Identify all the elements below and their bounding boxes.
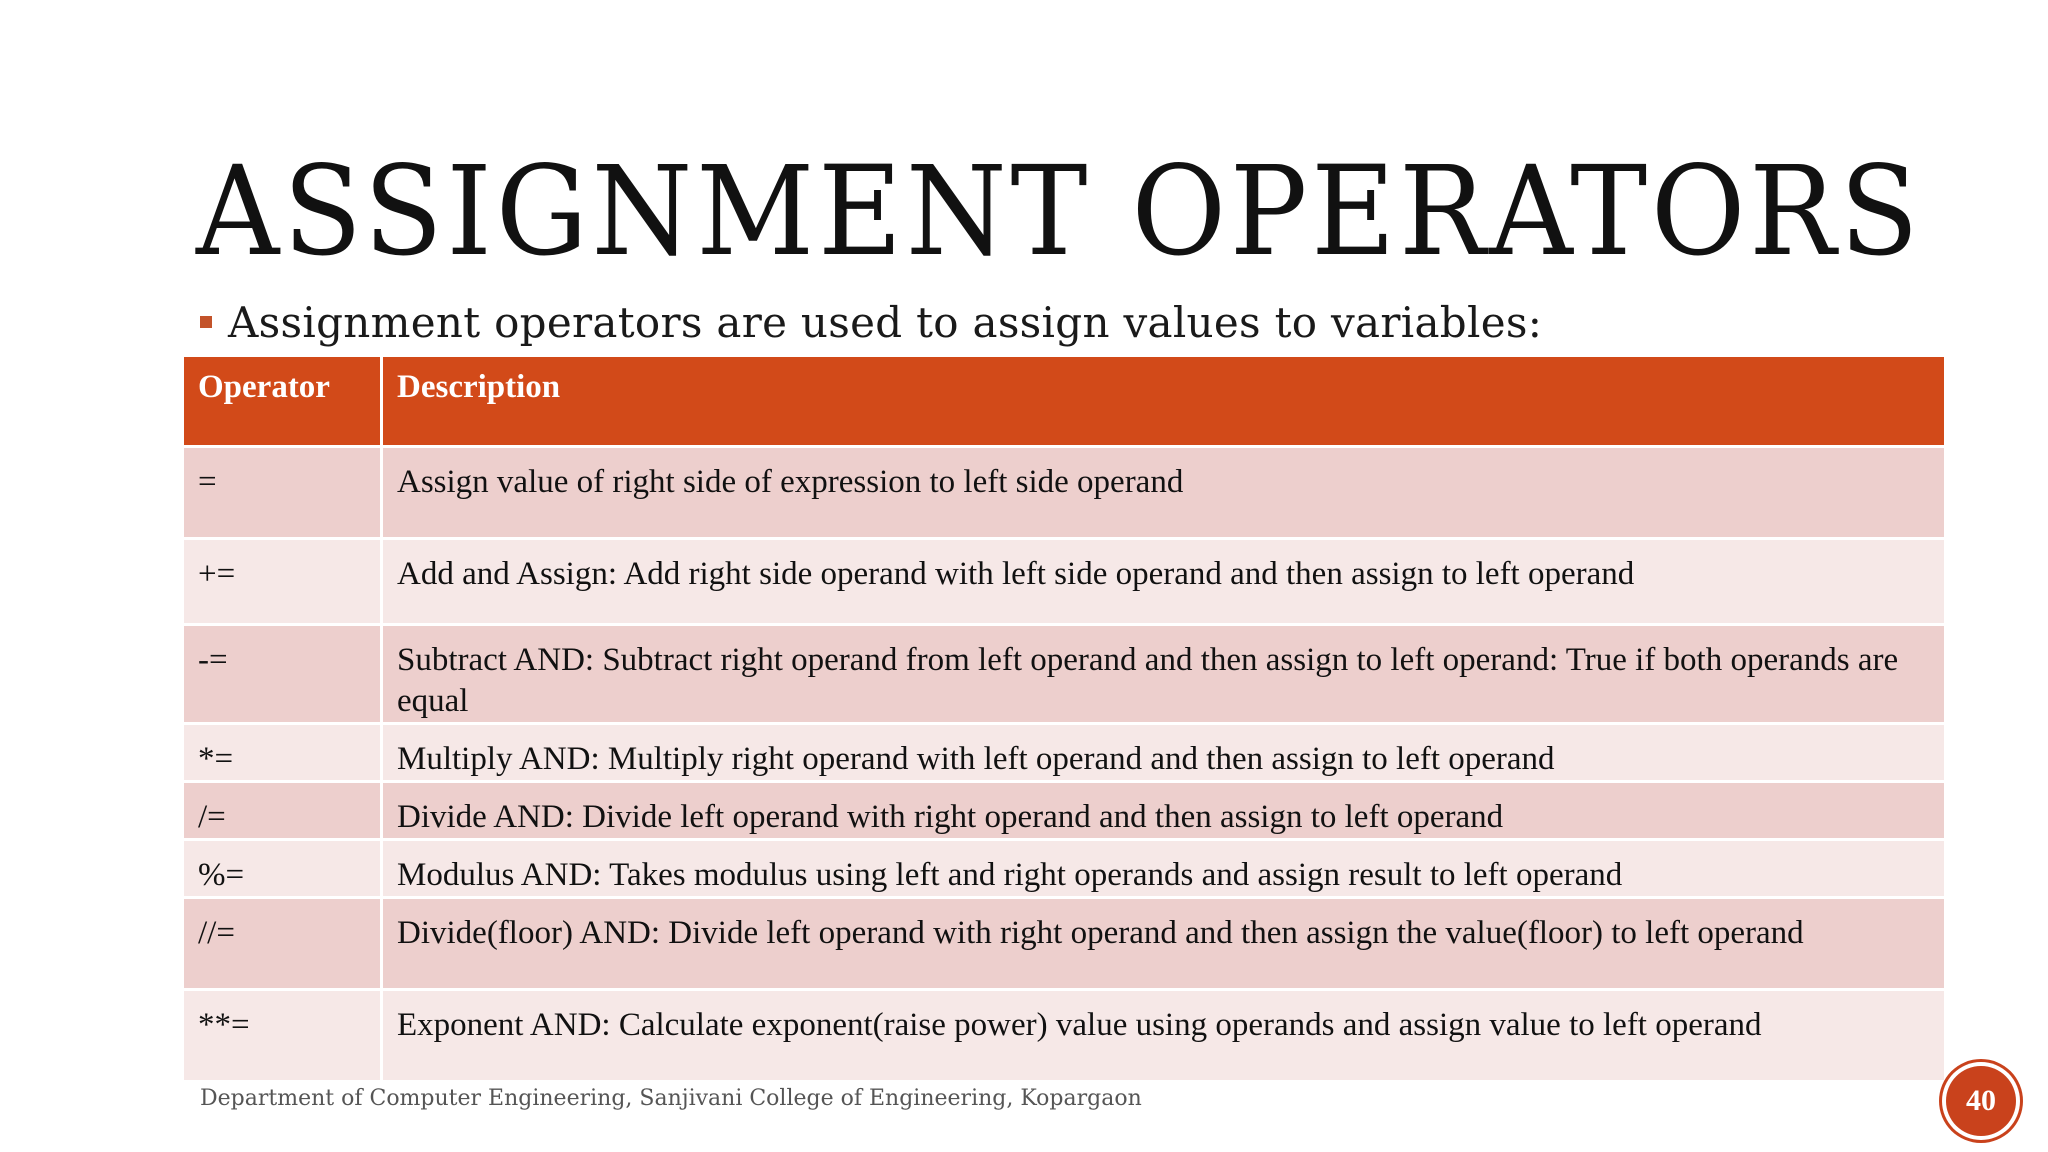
header-operator: Operator <box>183 356 382 447</box>
operator-cell: *= <box>183 724 382 782</box>
description-cell: Multiply AND: Multiply right operand with left operand and then assign to left operand <box>382 724 1946 782</box>
operator-cell: %= <box>183 840 382 898</box>
header-description: Description <box>382 356 1946 447</box>
operator-cell: = <box>183 447 382 539</box>
operator-cell: -= <box>183 625 382 724</box>
operator-cell: //= <box>183 898 382 990</box>
table-header-row <box>183 356 1946 447</box>
table-row <box>183 990 1946 1082</box>
operators-table <box>181 354 1947 1083</box>
operator-cell: **= <box>183 990 382 1082</box>
table-row <box>183 625 1946 724</box>
square-bullet-icon <box>200 316 212 328</box>
description-cell: Exponent AND: Calculate exponent(raise power) value using operands and assign value to left operand <box>382 990 1946 1082</box>
description-cell: Divide(floor) AND: Divide left operand with right operand and then assign the value(floor) to left operand <box>382 898 1946 990</box>
table-row <box>183 840 1946 898</box>
table-row <box>183 447 1946 539</box>
operator-cell: += <box>183 539 382 625</box>
table-row <box>183 782 1946 840</box>
operator-cell: /= <box>183 782 382 840</box>
description-cell: Subtract AND: Subtract right operand from left operand and then assign to left operand: True if both operands are equal <box>382 625 1946 724</box>
page-number-badge: 40 <box>1946 1066 2016 1136</box>
bullet-text: Assignment operators are used to assign values to variables: <box>228 297 1543 347</box>
bullet-point <box>200 292 1542 352</box>
table-row <box>183 898 1946 990</box>
table-row <box>183 539 1946 625</box>
slide-title: ASSIGNMENT OPERATORS <box>196 140 1923 284</box>
description-cell: Assign value of right side of expression to left side operand <box>382 447 1946 539</box>
description-cell: Add and Assign: Add right side operand with left side operand and then assign to left operand <box>382 539 1946 625</box>
slide-footer: Department of Computer Engineering, Sanjivani College of Engineering, Kopargaon <box>200 1086 1142 1111</box>
description-cell: Modulus AND: Takes modulus using left and right operands and assign result to left operand <box>382 840 1946 898</box>
table-row <box>183 724 1946 782</box>
description-cell: Divide AND: Divide left operand with right operand and then assign to left operand <box>382 782 1946 840</box>
